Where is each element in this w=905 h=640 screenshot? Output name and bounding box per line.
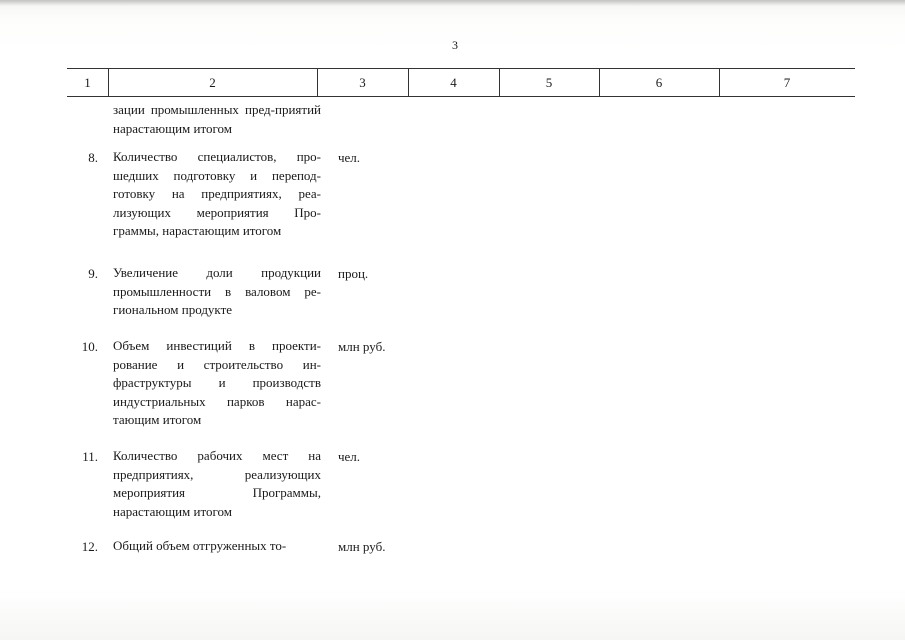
indicator-text: Объем инвестиций в проекти-рование и строительство ин-фраструктуры и производств индустриальных парков нарас-тающим итогом (113, 338, 321, 427)
page-number: 3 (452, 38, 458, 52)
unit-of-measure: проц. (338, 266, 369, 281)
row-number: 10. (81, 339, 98, 354)
unit-of-measure: чел. (338, 150, 361, 165)
unit-of-measure: млн руб. (338, 539, 386, 554)
row-number: 8. (88, 150, 98, 165)
row-number: 9. (88, 266, 98, 281)
indicator-text: Увеличение доли продукции промышленности в валовом ре-гиональном продукте (113, 265, 321, 317)
unit-of-measure: чел. (338, 449, 361, 464)
column-header-6: 6 (655, 75, 663, 90)
column-header-1: 1 (84, 75, 91, 90)
indicator-text: зации промышленных пред-приятий нарастающим итогом (113, 102, 321, 136)
row-number: 12. (81, 539, 98, 554)
row-number: 11. (82, 449, 98, 464)
indicator-text: Общий объем отгруженных то- (113, 538, 287, 553)
scan-edge-shadow (0, 0, 905, 6)
column-header-7: 7 (783, 75, 791, 90)
indicator-text: Количество специалистов, про-шедших подготовку и перепод-готовку на предприятиях, реа-лизующих мероприятия Про-граммы, нарастающим итогом (113, 149, 321, 238)
column-header-3: 3 (359, 75, 366, 90)
indicator-text: Количество рабочих мест на предприятиях, реализующих мероприятия Программы, нарастающим итогом (113, 448, 321, 519)
column-header-2: 2 (209, 75, 216, 90)
column-header-4: 4 (450, 75, 457, 90)
unit-of-measure: млн руб. (338, 339, 386, 354)
table-header-row (67, 68, 855, 97)
column-header-5: 5 (545, 75, 553, 90)
